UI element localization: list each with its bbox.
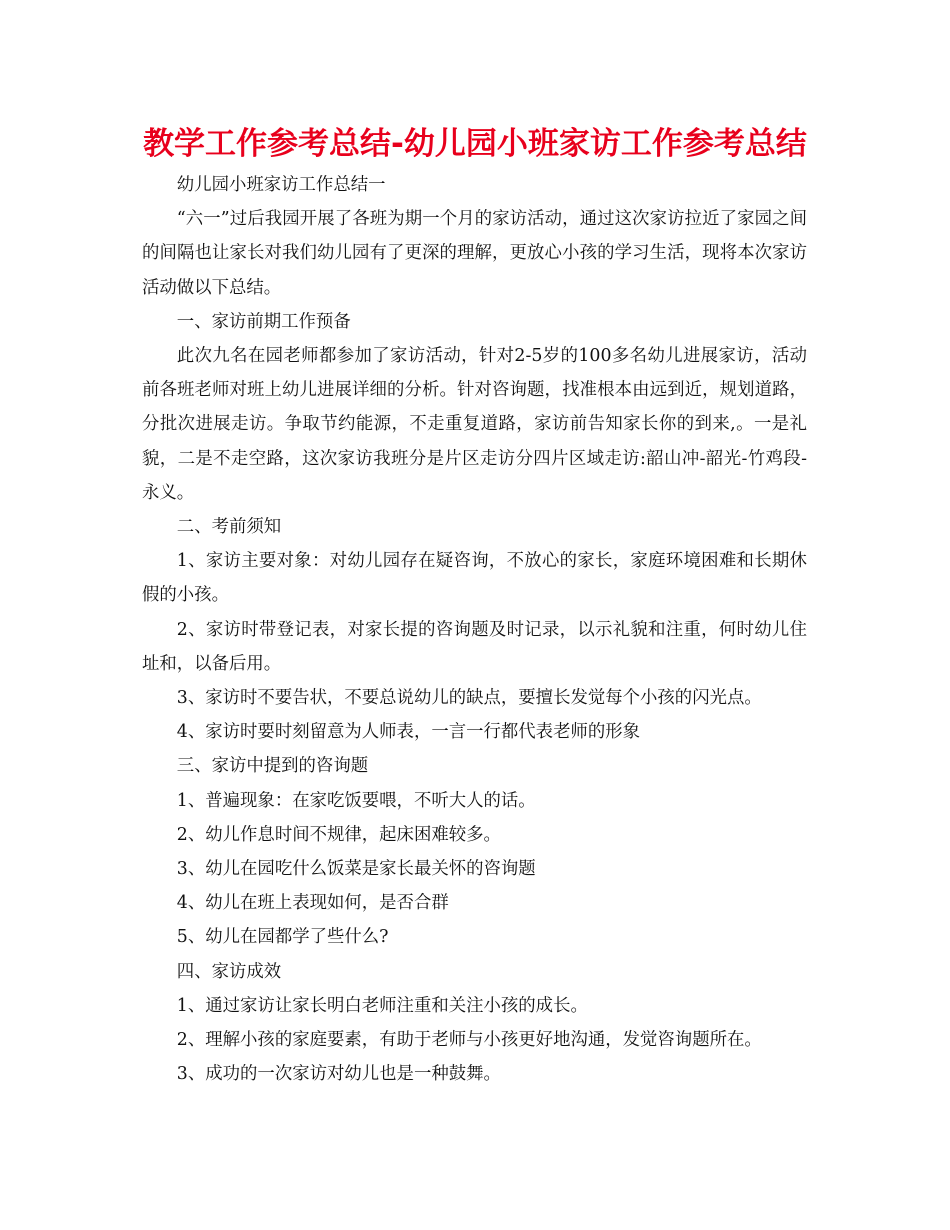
paragraph-section-heading: 幼儿园小班家访工作总结一 bbox=[176, 175, 386, 195]
paragraph-note-1: 1、家访主要对象：对幼儿园存在疑咨询，不放心的家长，家庭环境困难和长期休假的小孩。 bbox=[142, 551, 807, 606]
document-body bbox=[142, 168, 807, 1091]
paragraph-note-4: 4、家访时要时刻留意为人师表，一言一行都代表老师的形象 bbox=[176, 722, 641, 743]
paragraph-issue-2: 2、幼儿作息时间不规律，起床困难较多。 bbox=[176, 824, 501, 845]
paragraph-issue-3: 3、幼儿在园吃什么饭菜是家长最关怀的咨询题 bbox=[176, 859, 536, 880]
paragraph-note-3: 3、家访时不要告状，不要总说幼儿的缺点，要擅长发觉每个小孩的闪光点。 bbox=[176, 688, 762, 709]
paragraph-result-2: 2、理解小孩的家庭要素，有助于老师与小孩更好地沟通，发觉咨询题所在。 bbox=[176, 1030, 762, 1051]
paragraph-preparation: 此次九名在园老师都参加了家访活动，针对2-5岁的100多名幼儿进展家访，活动前各班老师对班上幼儿进展详细的分析。针对咨询题，找准根本由远到近，规划道路，分批次进展走访。争取节约能源，不走重复道路，家访前告知家长你的到来,。一是礼貌，二是不走空路，这次家访我班分是片区走访分四片区域走访:韶山冲-韶光-竹鸡段-永义。 bbox=[142, 346, 807, 503]
paragraph-heading-notes: 二、考前须知 bbox=[176, 517, 282, 538]
document-title: 教学工作参考总结-幼儿园小班家访工作参考总结 bbox=[143, 126, 807, 162]
paragraph-result-3: 3、成功的一次家访对幼儿也是一种鼓舞。 bbox=[176, 1064, 501, 1085]
paragraph-note-2: 2、家访时带登记表，对家长提的咨询题及时记录，以示礼貌和注重，何时幼儿住址和，以备后用。 bbox=[142, 619, 807, 674]
paragraph-heading-preparation: 一、家访前期工作预备 bbox=[176, 311, 351, 332]
paragraph-result-1: 1、通过家访让家长明白老师注重和关注小孩的成长。 bbox=[176, 995, 588, 1016]
paragraph-heading-results: 四、家访成效 bbox=[176, 961, 282, 982]
paragraph-intro: “六一”过后我园开展了各班为期一个月的家访活动，通过这次家访拉近了家园之间的间隔也让家长对我们幼儿园有了更深的理解，更放心小孩的学习生活，现将本次家访活动做以下总结。 bbox=[142, 209, 807, 298]
paragraph-issue-4: 4、幼儿在班上表现如何，是否合群 bbox=[176, 893, 449, 914]
paragraph-issue-1: 1、普遍现象：在家吃饭要喂，不听大人的话。 bbox=[176, 790, 536, 811]
paragraph-issue-5: 5、幼儿在园都学了些什么? bbox=[176, 927, 389, 948]
paragraph-heading-issues: 三、家访中提到的咨询题 bbox=[176, 756, 369, 777]
